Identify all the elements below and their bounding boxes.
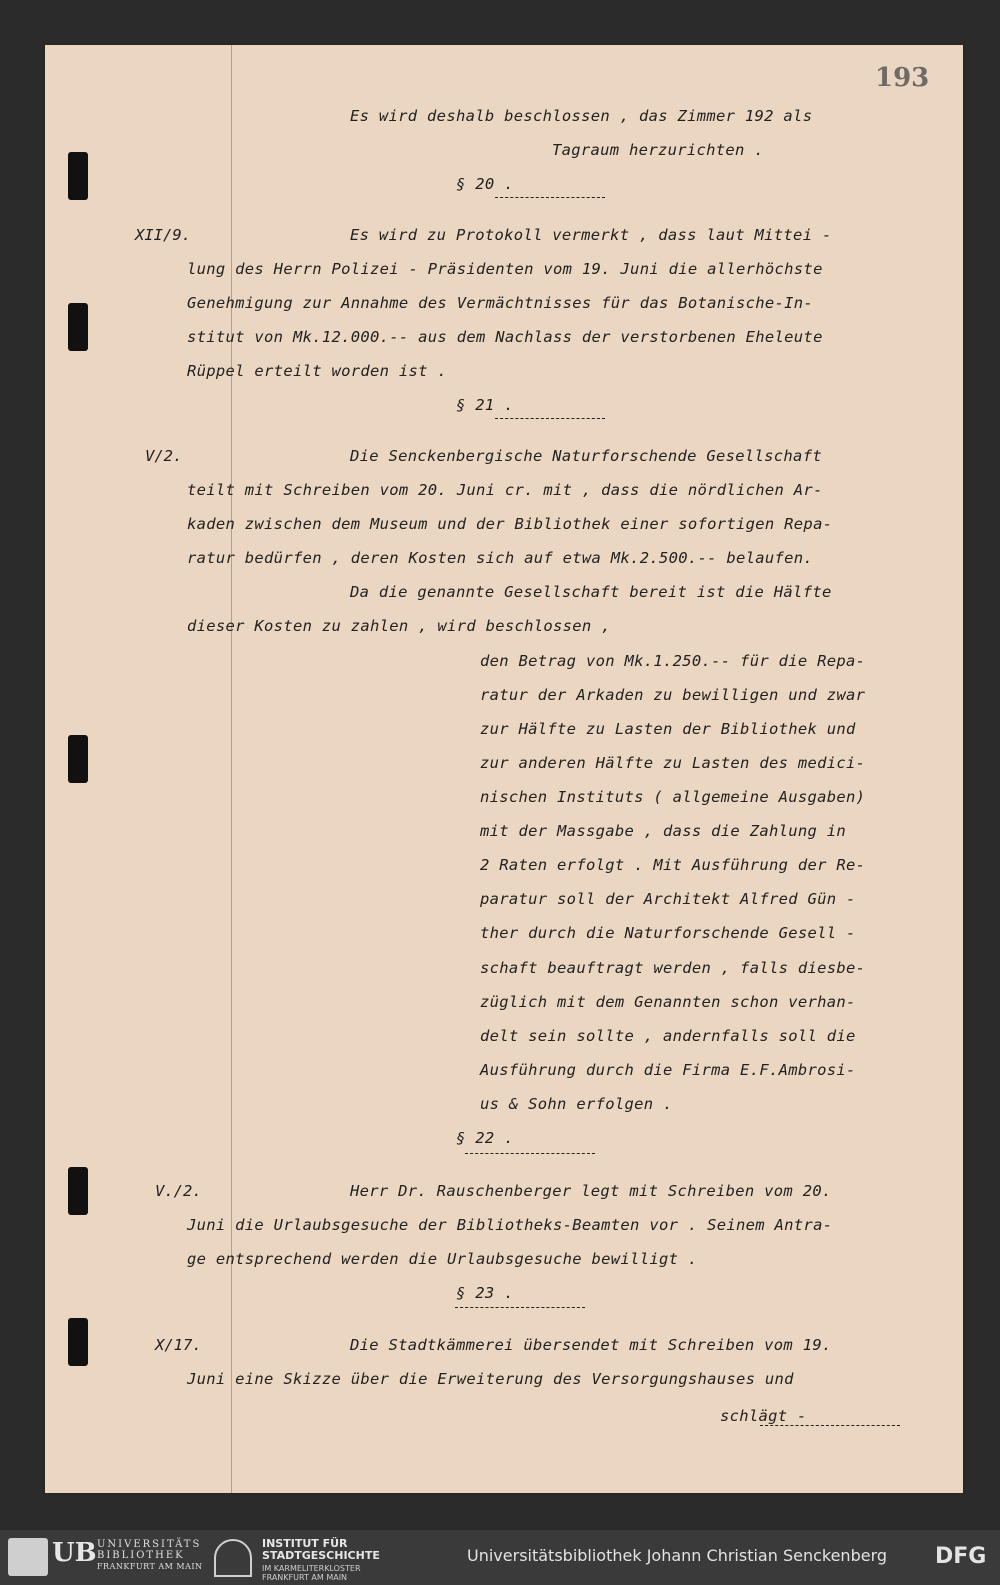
text-line: zur Hälfte zu Lasten der Bibliothek und (480, 720, 856, 738)
ifs-logo-subtitle: IM KARMELITERKLOSTER FRANKFURT AM MAIN (262, 1564, 361, 1582)
margin-reference: XII/9. (135, 226, 191, 244)
text-line: 2 Raten erfolgt . Mit Ausführung der Re- (480, 856, 866, 874)
text-line: ratur bedürfen , deren Kosten sich auf etwa Mk.2.500.-- belaufen. (187, 549, 814, 567)
punch-hole (68, 152, 88, 200)
text-line: den Betrag von Mk.1.250.-- für die Repa- (480, 652, 866, 670)
text-line: § 22 . (456, 1129, 514, 1147)
text-line: ge entsprechend werden die Urlaubsgesuche bewilligt . (187, 1250, 698, 1268)
punch-hole (68, 303, 88, 351)
footer-bar (0, 1530, 1000, 1585)
text-line: Da die genannte Gesellschaft bereit ist die Hälfte (350, 583, 832, 601)
section-underline (495, 197, 605, 199)
text-line: us & Sohn erfolgen . (480, 1095, 673, 1113)
text-line: delt sein sollte , andernfalls soll die (480, 1027, 856, 1045)
dfg-logo: DFG (935, 1544, 987, 1569)
ifs-arch-icon (214, 1539, 252, 1577)
text-line: ratur der Arkaden zu bewilligen und zwar (480, 686, 866, 704)
text-line: Rüppel erteilt worden ist . (187, 362, 448, 380)
text-line: züglich mit dem Genannten schon verhan- (480, 993, 856, 1011)
catchword-underline (760, 1425, 900, 1427)
text-line: Genehmigung zur Annahme des Vermächtnisses für das Botanische-In- (187, 294, 814, 312)
section-underline (465, 1153, 595, 1155)
ub-seal-icon (8, 1538, 48, 1576)
text-line: Juni eine Skizze über die Erweiterung des Versorgungshauses und (187, 1370, 794, 1388)
section-underline (455, 1307, 585, 1309)
text-line: kaden zwischen dem Museum und der Bibliothek einer sofortigen Repa- (187, 515, 833, 533)
text-line: Herr Dr. Rauschenberger legt mit Schreiben vom 20. (350, 1182, 832, 1200)
text-line: teilt mit Schreiben vom 20. Juni cr. mit , dass die nördlichen Ar- (187, 481, 823, 499)
margin-reference: V/2. (145, 447, 183, 465)
text-line: Juni die Urlaubsgesuche der Bibliotheks-Beamten vor . Seinem Antra- (187, 1216, 833, 1234)
text-line: § 20 . (456, 175, 514, 193)
document-page (45, 45, 963, 1493)
section-underline (495, 418, 605, 420)
ub-logo-text: UB (52, 1538, 97, 1568)
text-line: Die Senckenbergische Naturforschende Gesellschaft (350, 447, 822, 465)
text-line: dieser Kosten zu zahlen , wird beschlossen , (187, 617, 611, 635)
text-line: Es wird deshalb beschlossen , das Zimmer 192 als (350, 107, 813, 125)
text-line: Ausführung durch die Firma E.F.Ambrosi- (480, 1061, 856, 1079)
text-line: schaft beauftragt werden , falls diesbe- (480, 959, 866, 977)
text-line: Es wird zu Protokoll vermerkt , dass laut Mittei - (350, 226, 832, 244)
punch-hole (68, 1318, 88, 1366)
text-line: lung des Herrn Polizei - Präsidenten vom 19. Juni die allerhöchste (187, 260, 823, 278)
text-line: nischen Instituts ( allgemeine Ausgaben) (480, 788, 866, 806)
text-line: Die Stadtkämmerei übersendet mit Schreiben vom 19. (350, 1336, 832, 1354)
text-line: stitut von Mk.12.000.-- aus dem Nachlass der verstorbenen Eheleute (187, 328, 823, 346)
ub-logo-subtitle: UNIVERSITÄTS BIBLIOTHEK FRANKFURT AM MAIN (97, 1539, 203, 1571)
text-line: paratur soll der Architekt Alfred Gün - (480, 890, 856, 908)
text-line: ther durch die Naturforschende Gesell - (480, 924, 856, 942)
page-number: 193 (875, 63, 930, 93)
punch-hole (68, 735, 88, 783)
text-line: mit der Massgabe , dass die Zahlung in (480, 822, 847, 840)
text-line: zur anderen Hälfte zu Lasten des medici- (480, 754, 866, 772)
library-name: Universitätsbibliothek Johann Christian Senckenberg (467, 1546, 888, 1565)
margin-reference: V./2. (155, 1182, 202, 1200)
punch-hole (68, 1167, 88, 1215)
text-line: § 23 . (456, 1284, 514, 1302)
margin-reference: X/17. (155, 1336, 202, 1354)
ifs-logo-text: INSTITUT FÜR STADTGESCHICHTE (262, 1537, 380, 1562)
text-line: schlägt - (720, 1407, 807, 1425)
text-line: § 21 . (456, 396, 514, 414)
text-line: Tagraum herzurichten . (552, 141, 764, 159)
